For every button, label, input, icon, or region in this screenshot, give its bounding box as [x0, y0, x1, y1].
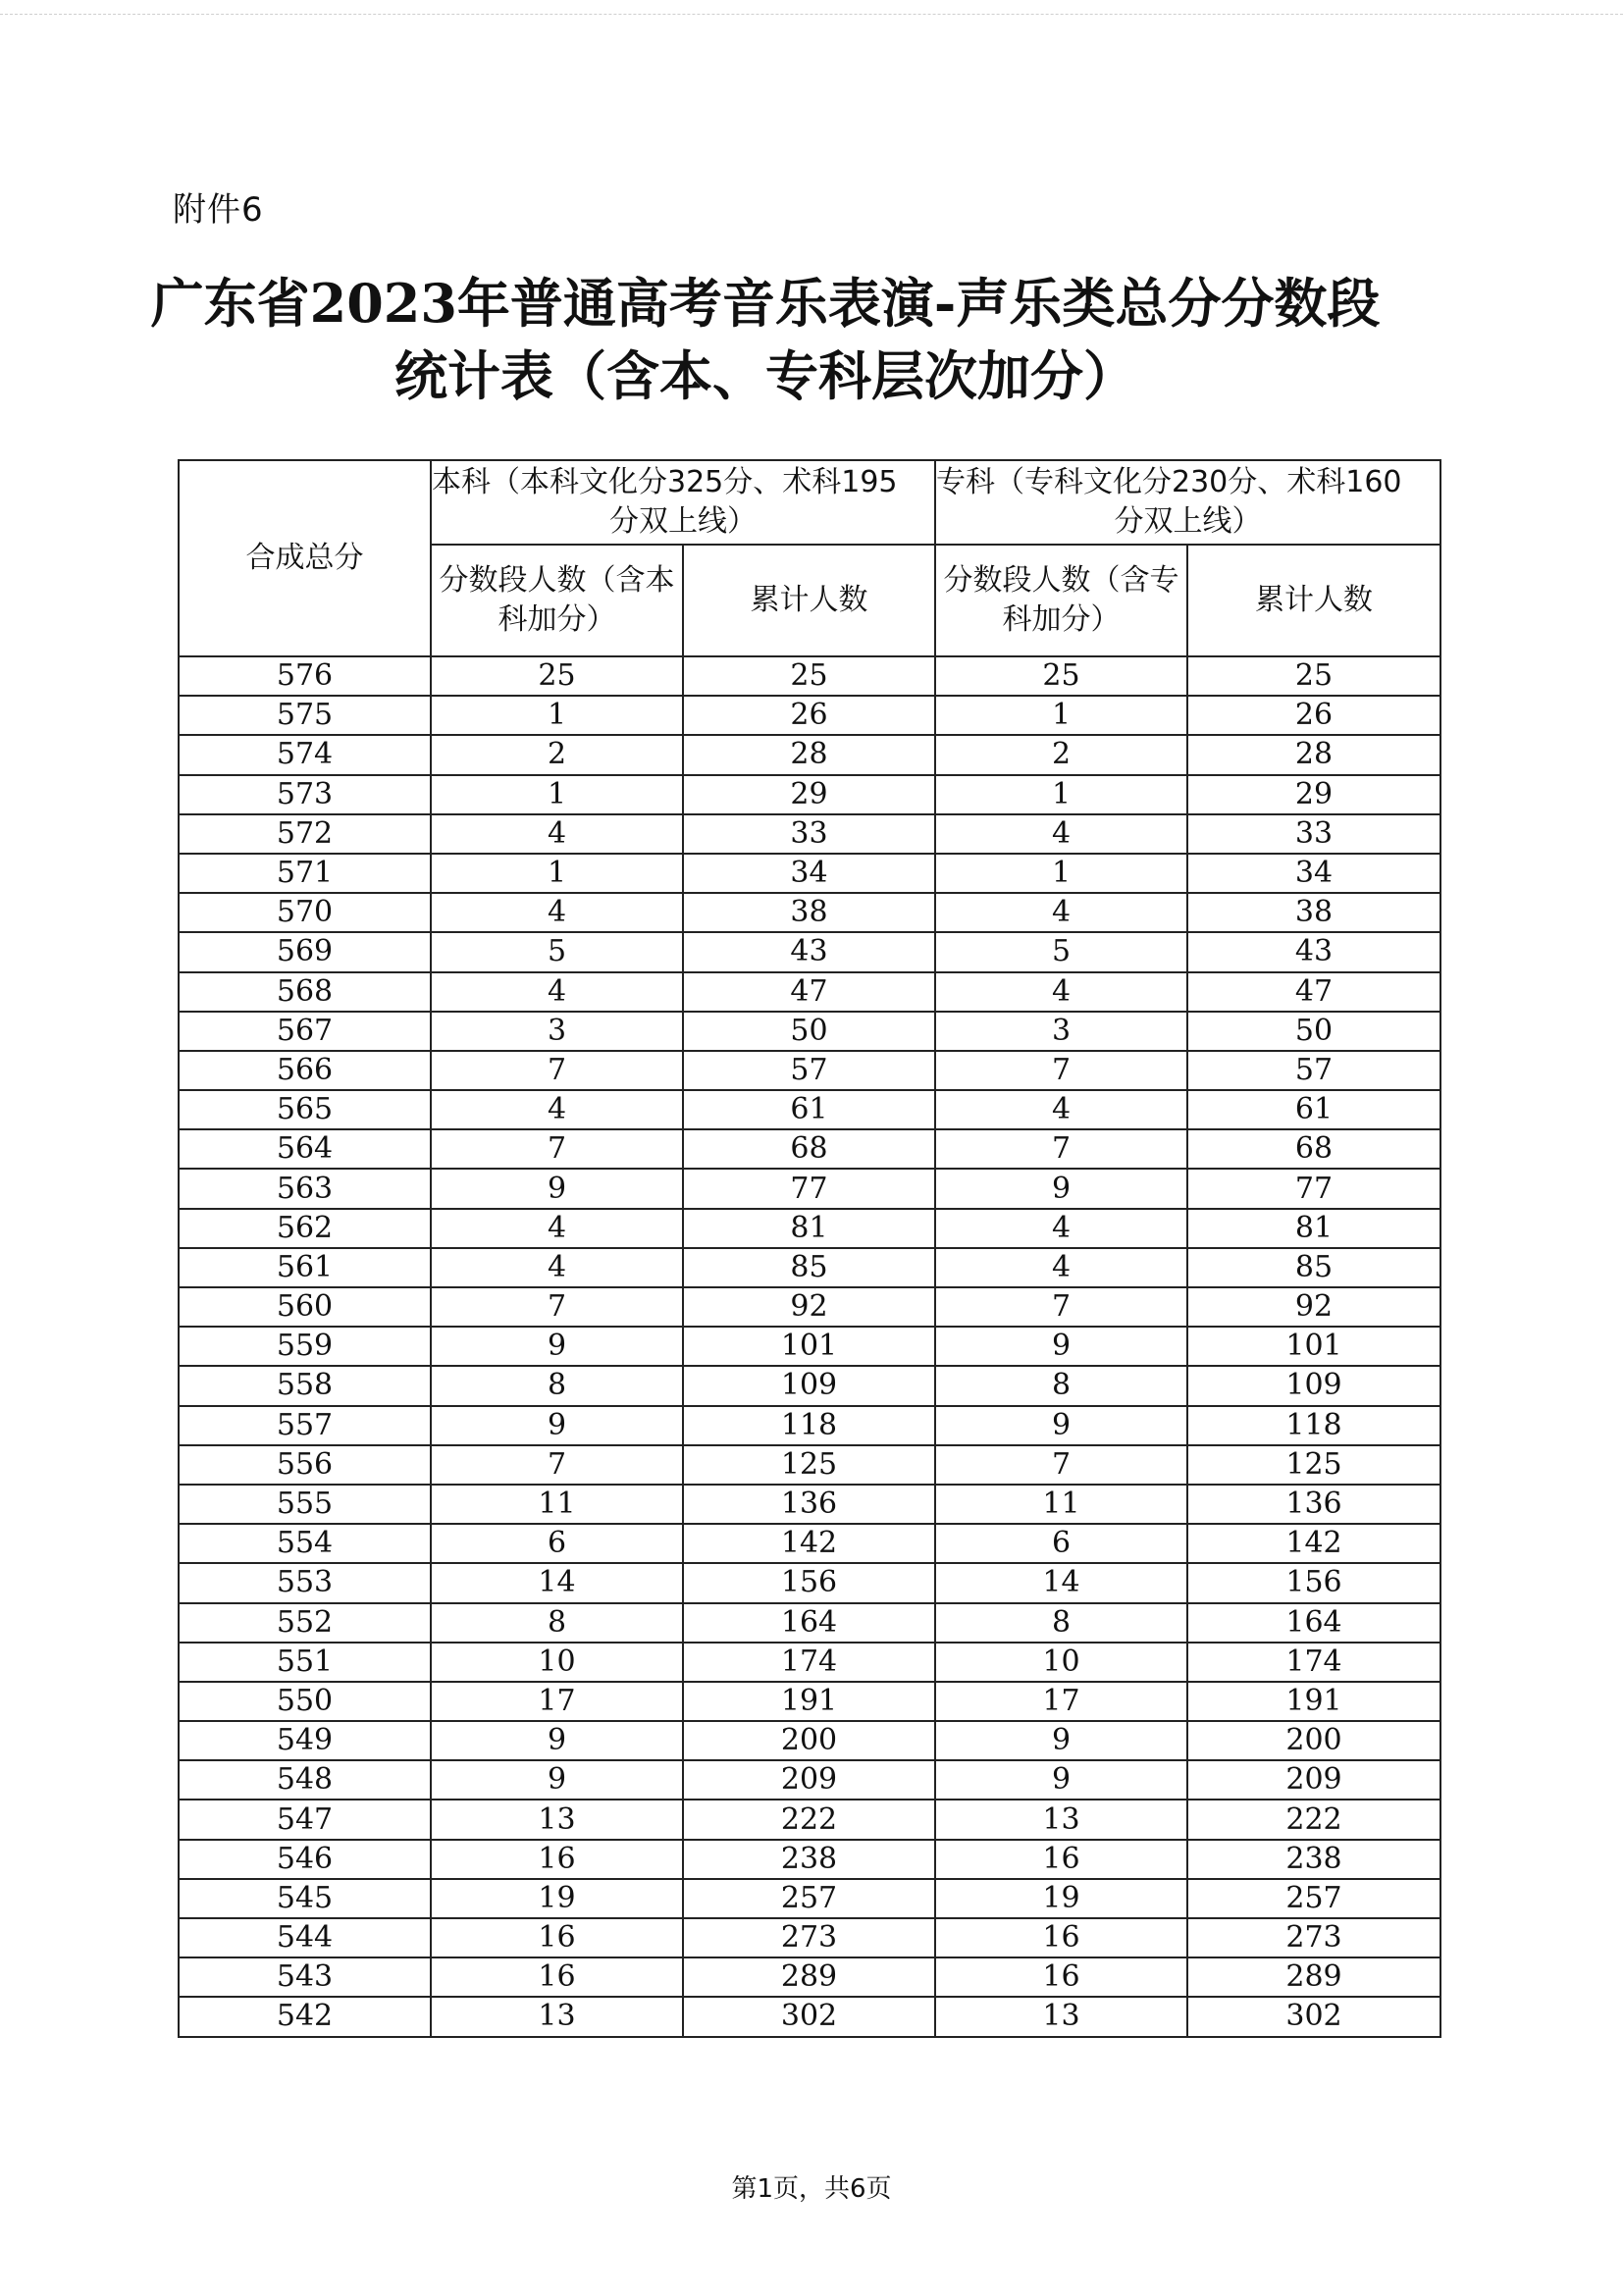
score-cell: 542	[179, 1997, 431, 2036]
undergrad-cumulative-cell: 209	[683, 1760, 935, 1800]
college-count-cell: 11	[935, 1485, 1187, 1524]
score-cell: 546	[179, 1840, 431, 1879]
table-row	[179, 1957, 1440, 1997]
undergrad-cumulative-cell: 289	[683, 1957, 935, 1997]
undergrad-count-cell: 16	[431, 1918, 683, 1957]
undergrad-count-cell: 9	[431, 1327, 683, 1366]
scan-edge-line	[0, 14, 1623, 15]
college-count-cell: 5	[935, 932, 1187, 971]
undergrad-cumulative-cell: 50	[683, 1012, 935, 1051]
undergrad-cumulative-cell: 164	[683, 1603, 935, 1643]
undergrad-count-cell: 4	[431, 1248, 683, 1287]
undergrad-count-cell: 25	[431, 656, 683, 696]
undergrad-cumulative-cell: 47	[683, 972, 935, 1012]
score-cell: 550	[179, 1682, 431, 1721]
undergrad-cumulative-cell: 174	[683, 1643, 935, 1682]
undergrad-cumulative-cell: 302	[683, 1997, 935, 2036]
college-count-cell: 13	[935, 1997, 1187, 2036]
header-undergrad-cumulative: 累计人数	[683, 545, 935, 656]
college-cumulative-cell: 68	[1187, 1129, 1440, 1169]
college-count-cell: 1	[935, 696, 1187, 735]
college-count-cell: 7	[935, 1445, 1187, 1485]
undergrad-cumulative-cell: 34	[683, 854, 935, 893]
undergrad-count-cell: 3	[431, 1012, 683, 1051]
score-cell: 559	[179, 1327, 431, 1366]
undergrad-cumulative-cell: 92	[683, 1287, 935, 1327]
undergrad-count-cell: 17	[431, 1682, 683, 1721]
undergrad-count-cell: 5	[431, 932, 683, 971]
undergrad-cumulative-cell: 25	[683, 656, 935, 696]
score-cell: 570	[179, 893, 431, 932]
score-cell: 554	[179, 1524, 431, 1563]
college-cumulative-cell: 109	[1187, 1366, 1440, 1405]
table-row	[179, 1209, 1440, 1248]
undergrad-count-cell: 13	[431, 1800, 683, 1839]
page-title	[118, 267, 1413, 412]
college-count-cell: 25	[935, 656, 1187, 696]
undergrad-count-cell: 7	[431, 1129, 683, 1169]
undergrad-count-cell: 16	[431, 1957, 683, 1997]
undergrad-cumulative-cell: 191	[683, 1682, 935, 1721]
undergrad-count-cell: 4	[431, 972, 683, 1012]
table-row	[179, 1997, 1440, 2036]
undergrad-cumulative-cell: 238	[683, 1840, 935, 1879]
college-count-cell: 8	[935, 1366, 1187, 1405]
table-row	[179, 735, 1440, 774]
undergrad-cumulative-cell: 81	[683, 1209, 935, 1248]
undergrad-count-cell: 1	[431, 854, 683, 893]
score-cell: 568	[179, 972, 431, 1012]
undergrad-cumulative-cell: 28	[683, 735, 935, 774]
table-row	[179, 1327, 1440, 1366]
college-cumulative-cell: 92	[1187, 1287, 1440, 1327]
table-row	[179, 1800, 1440, 1839]
score-cell: 552	[179, 1603, 431, 1643]
table-row	[179, 814, 1440, 854]
undergrad-count-cell: 14	[431, 1563, 683, 1602]
college-cumulative-cell: 77	[1187, 1169, 1440, 1208]
score-cell: 562	[179, 1209, 431, 1248]
college-cumulative-cell: 25	[1187, 656, 1440, 696]
undergrad-count-cell: 8	[431, 1366, 683, 1405]
undergrad-cumulative-cell: 33	[683, 814, 935, 854]
score-cell: 547	[179, 1800, 431, 1839]
college-cumulative-cell: 156	[1187, 1563, 1440, 1602]
college-cumulative-cell: 174	[1187, 1643, 1440, 1682]
undergrad-count-cell: 4	[431, 1209, 683, 1248]
college-count-cell: 4	[935, 814, 1187, 854]
undergrad-cumulative-cell: 136	[683, 1485, 935, 1524]
table-row	[179, 1603, 1440, 1643]
undergrad-count-cell: 9	[431, 1169, 683, 1208]
college-cumulative-cell: 200	[1187, 1721, 1440, 1760]
college-count-cell: 7	[935, 1287, 1187, 1327]
college-count-cell: 9	[935, 1327, 1187, 1366]
score-cell: 556	[179, 1445, 431, 1485]
undergrad-cumulative-cell: 61	[683, 1090, 935, 1129]
undergrad-cumulative-cell: 125	[683, 1445, 935, 1485]
college-cumulative-cell: 164	[1187, 1603, 1440, 1643]
undergrad-cumulative-cell: 142	[683, 1524, 935, 1563]
college-count-cell: 9	[935, 1169, 1187, 1208]
score-cell: 555	[179, 1485, 431, 1524]
college-cumulative-cell: 136	[1187, 1485, 1440, 1524]
score-cell: 563	[179, 1169, 431, 1208]
undergrad-cumulative-cell: 57	[683, 1051, 935, 1090]
table-row	[179, 1879, 1440, 1918]
college-count-cell: 16	[935, 1918, 1187, 1957]
score-cell: 567	[179, 1012, 431, 1051]
college-count-cell: 14	[935, 1563, 1187, 1602]
table-row	[179, 1406, 1440, 1445]
college-count-cell: 4	[935, 972, 1187, 1012]
header-undergrad-group	[431, 460, 935, 545]
table-row	[179, 854, 1440, 893]
undergrad-cumulative-cell: 26	[683, 696, 935, 735]
college-count-cell: 10	[935, 1643, 1187, 1682]
college-cumulative-cell: 142	[1187, 1524, 1440, 1563]
undergrad-count-cell: 2	[431, 735, 683, 774]
undergrad-cumulative-cell: 29	[683, 775, 935, 814]
college-cumulative-cell: 209	[1187, 1760, 1440, 1800]
college-count-cell: 4	[935, 893, 1187, 932]
score-cell: 557	[179, 1406, 431, 1445]
table-row	[179, 1682, 1440, 1721]
college-cumulative-cell: 118	[1187, 1406, 1440, 1445]
score-distribution-table	[178, 459, 1441, 2038]
undergrad-count-cell: 11	[431, 1485, 683, 1524]
college-cumulative-cell: 34	[1187, 854, 1440, 893]
undergrad-cumulative-cell: 77	[683, 1169, 935, 1208]
college-count-cell: 16	[935, 1840, 1187, 1879]
college-cumulative-cell: 43	[1187, 932, 1440, 971]
undergrad-cumulative-cell: 43	[683, 932, 935, 971]
header-undergrad-line1: 本科（本科文化分325分、术科195	[432, 465, 898, 499]
score-cell: 545	[179, 1879, 431, 1918]
score-cell: 565	[179, 1090, 431, 1129]
undergrad-count-cell: 19	[431, 1879, 683, 1918]
table-row	[179, 972, 1440, 1012]
college-cumulative-cell: 50	[1187, 1012, 1440, 1051]
score-cell: 566	[179, 1051, 431, 1090]
undergrad-count-cell: 13	[431, 1997, 683, 2036]
table-row	[179, 1524, 1440, 1563]
college-count-cell: 4	[935, 1209, 1187, 1248]
table-row	[179, 1760, 1440, 1800]
undergrad-cumulative-cell: 109	[683, 1366, 935, 1405]
table-row	[179, 893, 1440, 932]
college-cumulative-cell: 38	[1187, 893, 1440, 932]
undergrad-count-cell: 4	[431, 1090, 683, 1129]
header-college-line1: 专科（专科文化分230分、术科160	[936, 465, 1402, 499]
header-undergrad-line2: 分双上线）	[609, 504, 757, 539]
undergrad-count-cell: 9	[431, 1406, 683, 1445]
college-count-cell: 9	[935, 1406, 1187, 1445]
table-row	[179, 1129, 1440, 1169]
undergrad-count-cell: 7	[431, 1051, 683, 1090]
score-cell: 574	[179, 735, 431, 774]
table-body	[179, 656, 1440, 2037]
header-college-line2: 分双上线）	[1114, 504, 1262, 539]
table-row	[179, 1090, 1440, 1129]
score-cell: 571	[179, 854, 431, 893]
college-count-cell: 13	[935, 1800, 1187, 1839]
college-cumulative-cell: 26	[1187, 696, 1440, 735]
college-count-cell: 9	[935, 1760, 1187, 1800]
score-cell: 572	[179, 814, 431, 854]
table-row	[179, 1840, 1440, 1879]
college-cumulative-cell: 47	[1187, 972, 1440, 1012]
college-cumulative-cell: 191	[1187, 1682, 1440, 1721]
undergrad-count-cell: 8	[431, 1603, 683, 1643]
undergrad-count-cell: 16	[431, 1840, 683, 1879]
undergrad-cumulative-cell: 156	[683, 1563, 935, 1602]
college-cumulative-cell: 273	[1187, 1918, 1440, 1957]
college-cumulative-cell: 33	[1187, 814, 1440, 854]
college-count-cell: 1	[935, 854, 1187, 893]
undergrad-cumulative-cell: 101	[683, 1327, 935, 1366]
college-count-cell: 7	[935, 1129, 1187, 1169]
table-row	[179, 1485, 1440, 1524]
college-cumulative-cell: 85	[1187, 1248, 1440, 1287]
score-cell: 561	[179, 1248, 431, 1287]
college-count-cell: 17	[935, 1682, 1187, 1721]
undergrad-cumulative-cell: 273	[683, 1918, 935, 1957]
table-row	[179, 775, 1440, 814]
college-count-cell: 2	[935, 735, 1187, 774]
college-cumulative-cell: 222	[1187, 1800, 1440, 1839]
college-cumulative-cell: 81	[1187, 1209, 1440, 1248]
title-line-1: 广东省2023年普通高考音乐表演-声乐类总分分数段	[150, 272, 1381, 335]
score-cell: 569	[179, 932, 431, 971]
undergrad-cumulative-cell: 257	[683, 1879, 935, 1918]
undergrad-cumulative-cell: 200	[683, 1721, 935, 1760]
score-cell: 575	[179, 696, 431, 735]
undergrad-cumulative-cell: 38	[683, 893, 935, 932]
score-cell: 564	[179, 1129, 431, 1169]
undergrad-count-cell: 4	[431, 814, 683, 854]
table-row	[179, 1051, 1440, 1090]
college-count-cell: 3	[935, 1012, 1187, 1051]
header-college-cumulative: 累计人数	[1187, 545, 1440, 656]
table-row	[179, 1445, 1440, 1485]
table-row	[179, 1643, 1440, 1682]
header-college-count: 分数段人数（含专科加分）	[935, 545, 1187, 656]
undergrad-count-cell: 1	[431, 696, 683, 735]
college-cumulative-cell: 238	[1187, 1840, 1440, 1879]
undergrad-count-cell: 6	[431, 1524, 683, 1563]
college-count-cell: 7	[935, 1051, 1187, 1090]
college-cumulative-cell: 28	[1187, 735, 1440, 774]
college-count-cell: 8	[935, 1603, 1187, 1643]
undergrad-count-cell: 7	[431, 1445, 683, 1485]
score-cell: 553	[179, 1563, 431, 1602]
undergrad-cumulative-cell: 222	[683, 1800, 935, 1839]
college-cumulative-cell: 101	[1187, 1327, 1440, 1366]
score-cell: 560	[179, 1287, 431, 1327]
score-cell: 549	[179, 1721, 431, 1760]
undergrad-cumulative-cell: 68	[683, 1129, 935, 1169]
undergrad-count-cell: 7	[431, 1287, 683, 1327]
undergrad-count-cell: 9	[431, 1760, 683, 1800]
college-cumulative-cell: 257	[1187, 1879, 1440, 1918]
undergrad-count-cell: 4	[431, 893, 683, 932]
table-row	[179, 1248, 1440, 1287]
table-row	[179, 1169, 1440, 1208]
college-count-cell: 4	[935, 1248, 1187, 1287]
score-cell: 573	[179, 775, 431, 814]
college-count-cell: 6	[935, 1524, 1187, 1563]
college-cumulative-cell: 125	[1187, 1445, 1440, 1485]
header-undergrad-count: 分数段人数（含本科加分）	[431, 545, 683, 656]
college-cumulative-cell: 289	[1187, 1957, 1440, 1997]
undergrad-count-cell: 1	[431, 775, 683, 814]
undergrad-count-cell: 9	[431, 1721, 683, 1760]
table-row	[179, 696, 1440, 735]
score-cell: 544	[179, 1918, 431, 1957]
college-cumulative-cell: 29	[1187, 775, 1440, 814]
college-cumulative-cell: 57	[1187, 1051, 1440, 1090]
title-line-2: 统计表（含本、专科层次加分）	[394, 344, 1136, 407]
college-count-cell: 19	[935, 1879, 1187, 1918]
college-count-cell: 4	[935, 1090, 1187, 1129]
college-count-cell: 9	[935, 1721, 1187, 1760]
college-cumulative-cell: 61	[1187, 1090, 1440, 1129]
undergrad-cumulative-cell: 85	[683, 1248, 935, 1287]
table-row	[179, 1287, 1440, 1327]
table-row	[179, 1563, 1440, 1602]
college-cumulative-cell: 302	[1187, 1997, 1440, 2036]
table-row	[179, 1366, 1440, 1405]
score-cell: 548	[179, 1760, 431, 1800]
table-row	[179, 932, 1440, 971]
undergrad-count-cell: 10	[431, 1643, 683, 1682]
table-row	[179, 1012, 1440, 1051]
table-row	[179, 1721, 1440, 1760]
undergrad-cumulative-cell: 118	[683, 1406, 935, 1445]
college-count-cell: 16	[935, 1957, 1187, 1997]
score-cell: 558	[179, 1366, 431, 1405]
score-cell: 543	[179, 1957, 431, 1997]
table-row	[179, 1918, 1440, 1957]
score-cell: 576	[179, 656, 431, 696]
header-college-group	[935, 460, 1440, 545]
page-number: 第1页，共6页	[731, 2174, 892, 2204]
score-cell: 551	[179, 1643, 431, 1682]
table-row	[179, 656, 1440, 696]
header-composite-score: 合成总分	[179, 460, 431, 656]
attachment-label: 附件6	[173, 190, 264, 230]
college-count-cell: 1	[935, 775, 1187, 814]
